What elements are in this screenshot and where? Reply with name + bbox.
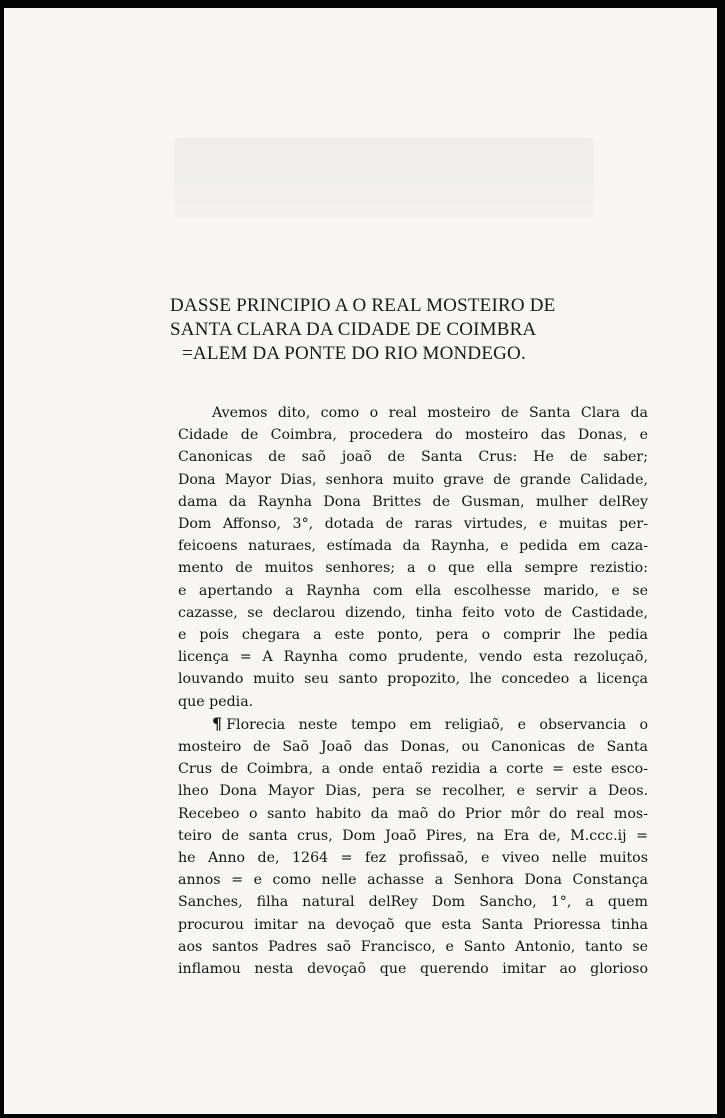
paragraph-2 <box>178 713 648 980</box>
text-line: que pedia. <box>178 693 254 710</box>
text-line: e apertando a Raynha com ella escolhesse marido, e se <box>178 582 648 599</box>
book-page <box>4 8 717 1114</box>
text-line: louvando muito seu santo propozito, lhe concedeo a licença <box>178 671 648 688</box>
text-line: licença = A Raynha como prudente, vendo esta rezoluçaõ, <box>178 649 648 666</box>
text-line: he Anno de, 1264 = fez profissaõ, e viveo nelle muitos <box>178 850 648 867</box>
text-line: Canonicas de saõ joaõ de Santa Crus: He de saber; <box>178 449 648 466</box>
text-line: Dom Affonso, 3°, dotada de raras virtudes, e muitas per- <box>178 516 648 533</box>
paragraph-1 <box>178 402 648 713</box>
text-line-content: Florecia neste tempo em religiaõ, e observancia o <box>226 716 648 733</box>
text-line: Recebeo o santo habito da maõ do Prior môr do real mos- <box>178 805 648 822</box>
text-line: dama da Raynha Dona Brittes de Gusman, mulher delRey <box>178 493 648 510</box>
text-line: Dona Mayor Dias, senhora muito grave de grande Calidade, <box>178 471 648 488</box>
text-line: mento de muitos senhores; a o que ella sempre rezistio: <box>178 560 648 577</box>
body-text <box>178 402 648 980</box>
text-line: annos = e como nelle achasse a Senhora Dona Constança <box>178 872 648 889</box>
text-line: Avemos dito, como o real mosteiro de Santa Clara da <box>212 405 648 421</box>
show-through-text <box>174 138 594 218</box>
text-line: Crus de Coimbra, a onde entaõ rezidia a corte = este esco- <box>178 761 648 778</box>
heading-line: SANTA CLARA DA CIDADE DE COIMBRA <box>170 319 537 340</box>
text-line: Sanches, filha natural delRey Dom Sancho, 1°, a quem <box>178 894 648 911</box>
text-line: procurou imitar na devoçaõ que esta Santa Prioressa tinha <box>178 916 648 933</box>
text-line: teiro de santa crus, Dom Joaõ Pires, na Era de, M.ccc.ij = <box>178 827 648 844</box>
text-line <box>178 713 648 736</box>
chapter-heading <box>170 294 650 366</box>
text-line: inflamou nesta devoçaõ que querendo imitar ao glorioso <box>178 961 648 978</box>
text-line: aos santos Padres saõ Francisco, e Santo Antonio, tanto se <box>178 938 648 955</box>
heading-line: DASSE PRINCIPIO A O REAL MOSTEIRO DE <box>170 295 556 316</box>
pilcrow-icon: ¶ <box>212 713 223 733</box>
heading-line: =ALEM DA PONTE DO RIO MONDEGO. <box>182 343 526 364</box>
text-line: lheo Dona Mayor Dias, pera se recolher, e servir a Deos. <box>178 783 648 800</box>
text-line: mosteiro de Saõ Joaõ das Donas, ou Canonicas de Santa <box>178 739 648 756</box>
text-line: cazasse, se declarou dizendo, tinha feito voto de Castidade, <box>178 604 648 621</box>
text-line: e pois chegara a este ponto, pera o comprir lhe pedia <box>178 627 648 644</box>
text-line: Cidade de Coimbra, procedera do mosteiro das Donas, e <box>178 427 648 444</box>
text-line: feicoens naturaes, estímada da Raynha, e pedida em caza- <box>178 538 648 555</box>
